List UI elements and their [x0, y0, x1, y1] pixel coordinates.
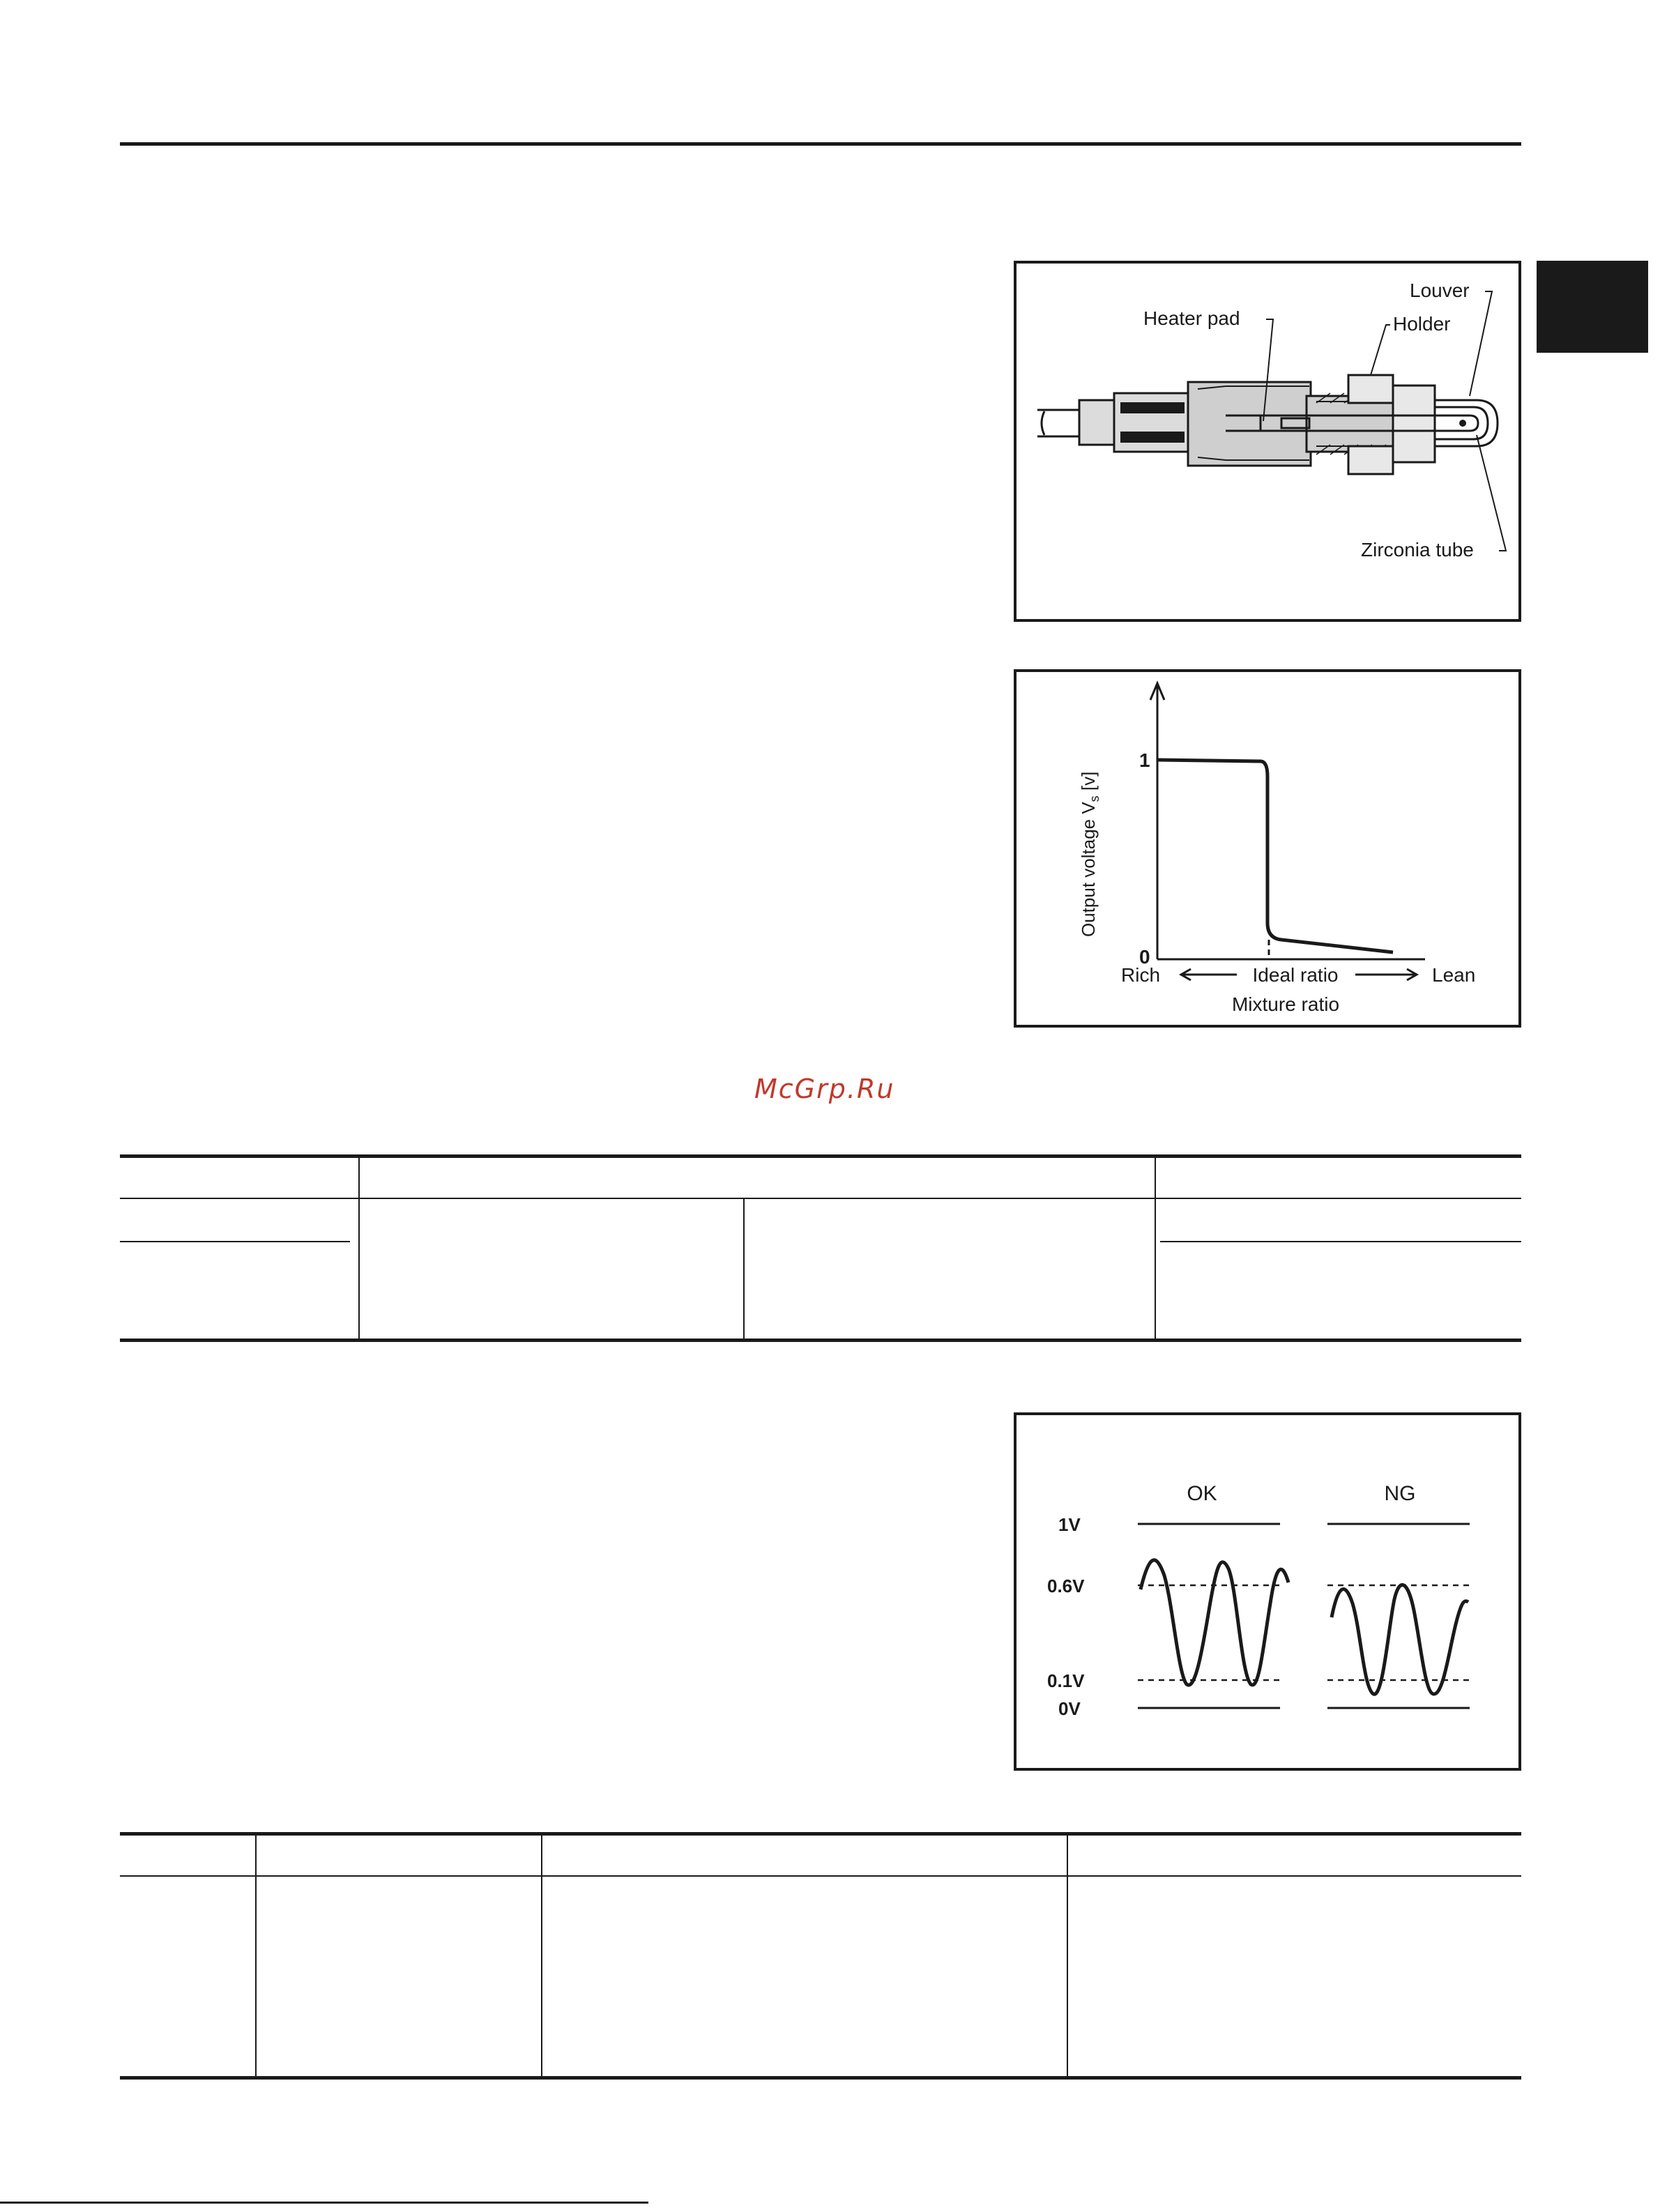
zirconia-tube-label: Zirconia tube — [1361, 539, 1474, 560]
voltage-curve — [1157, 760, 1393, 952]
footer-rule — [0, 2202, 648, 2204]
y-axis-label: Output voltage $V_s$ [v] — [1078, 771, 1102, 937]
table-1-bottom-rule — [120, 1338, 1521, 1342]
ok-waveform — [1141, 1560, 1288, 1685]
x-label-ideal-ratio: Ideal ratio — [1252, 964, 1339, 986]
y-tick-1: 1 — [1139, 749, 1150, 771]
level-0-1v: 0.1V — [1047, 1670, 1085, 1691]
ng-label: NG — [1384, 1482, 1416, 1505]
level-1v: 1V — [1058, 1514, 1081, 1535]
table-1 — [120, 1154, 1521, 1343]
table-1-col-2 — [743, 1198, 745, 1340]
heater-pad-label: Heater pad — [1143, 307, 1240, 329]
table-2-col-2 — [541, 1832, 542, 2077]
table-1-top-rule — [120, 1154, 1521, 1158]
table-1-header-rule — [120, 1198, 1521, 1199]
ok-ng-waveform-figure — [1014, 1412, 1521, 1771]
sensor-diagram — [1016, 264, 1518, 619]
ok-label: OK — [1187, 1482, 1217, 1505]
x-label-lean: Lean — [1432, 964, 1476, 986]
table-2-col-1 — [255, 1832, 257, 2077]
level-0v: 0V — [1058, 1698, 1081, 1719]
level-0-6v: 0.6V — [1047, 1576, 1085, 1596]
x-label-rich: Rich — [1121, 964, 1161, 986]
watermark: McGrp.Ru — [754, 1074, 895, 1104]
table-1-col-1 — [358, 1154, 360, 1340]
sensor-cross-section-figure — [1014, 261, 1521, 622]
top-rule — [120, 142, 1521, 146]
ng-waveform — [1332, 1585, 1468, 1694]
table-2 — [120, 1832, 1521, 2080]
louver-label: Louver — [1410, 280, 1470, 301]
table-1-col-3 — [1155, 1154, 1156, 1340]
holder-label: Holder — [1393, 313, 1451, 335]
output-voltage-plot — [1016, 672, 1518, 1025]
y-tick-0: 0 — [1139, 946, 1150, 968]
table-2-header-rule — [120, 1875, 1521, 1877]
table-2-bottom-rule — [120, 2076, 1521, 2080]
table-2-col-3 — [1067, 1832, 1068, 2077]
x-axis-label: Mixture ratio — [1231, 993, 1340, 1015]
output-voltage-figure — [1014, 669, 1521, 1028]
table-2-top-rule — [120, 1832, 1521, 1836]
ok-ng-waveform-plot — [1016, 1415, 1518, 1768]
section-tab-marker — [1537, 261, 1648, 353]
table-1-row-rule — [120, 1241, 350, 1242]
table-1-row-rule-right — [1160, 1241, 1521, 1242]
